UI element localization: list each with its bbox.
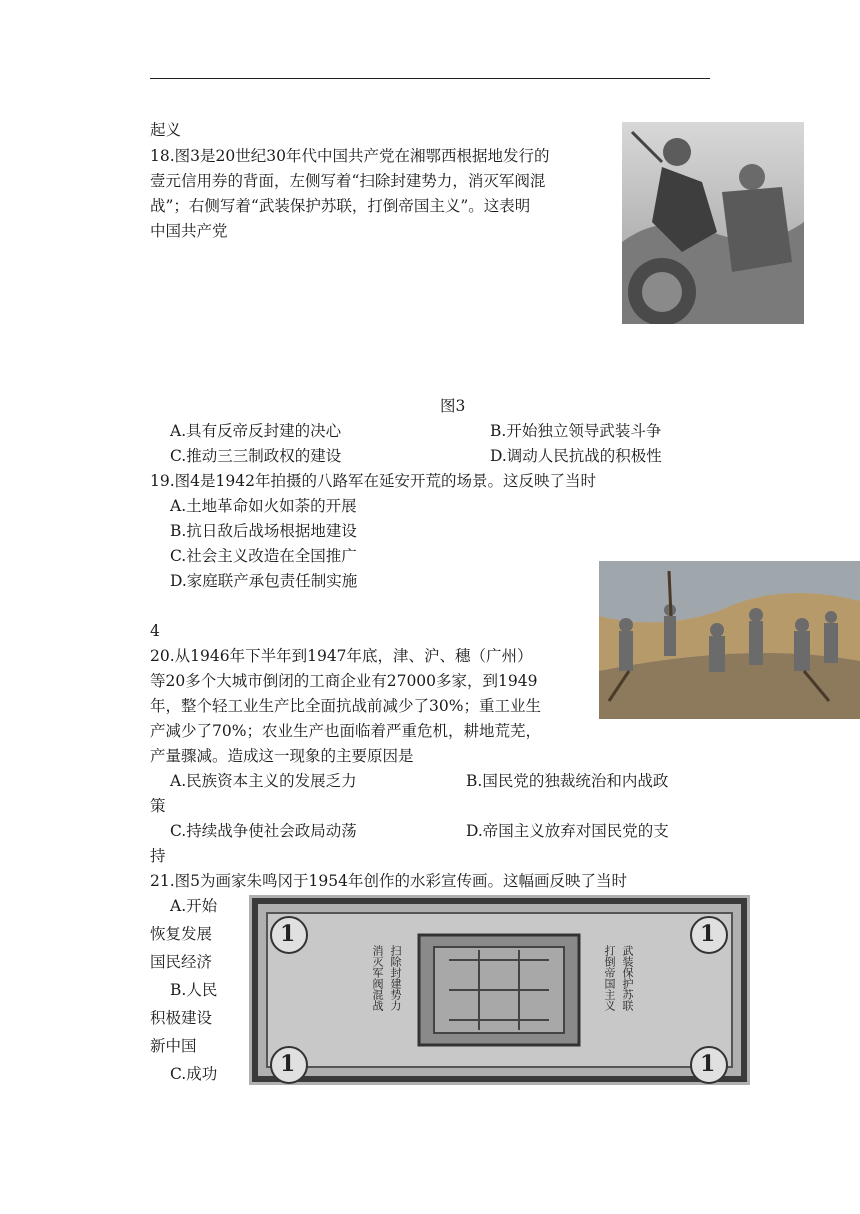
figure-4-image <box>599 561 860 719</box>
q18-option-d: D.调动人民抗战的积极性 <box>490 447 662 465</box>
banknote-image <box>249 895 750 1085</box>
q18-option-c: C.推动三三制政权的建设 <box>170 447 342 465</box>
question-20-line-3: 年，整个轻工业生产比全面抗战前减少了30%；重工业生 <box>150 697 541 715</box>
banknote-right-text-1: 武装保护苏联 <box>621 945 634 1011</box>
q21-option-a-2: 恢复发展 <box>150 925 213 943</box>
banknote-left-text-2: 消灭军阀混战 <box>371 945 384 1011</box>
question-19: 19.图4是1942年拍摄的八路军在延安开荒的场景。这反映了当时 <box>150 472 596 490</box>
question-18-line-4: 中国共产党 <box>150 222 228 240</box>
banknote-right-text-2: 打倒帝国主义 <box>603 945 616 1011</box>
question-18-line-2: 壹元信用券的背面，左侧写着“扫除封建势力，消灭军阀混 <box>150 172 546 190</box>
question-20-line-4: 产减少了70%；农业生产也面临着严重危机，耕地荒芜， <box>150 722 541 740</box>
banknote-corner-number-bl: 1 <box>280 1051 296 1077</box>
q20-option-b: B.国民党的独裁统治和内战政 <box>466 772 669 790</box>
q20-option-a: A.民族资本主义的发展乏力 <box>170 772 357 790</box>
figure-4-caption: 4 <box>150 622 160 640</box>
q18-option-a: A.具有反帝反封建的决心 <box>170 422 342 440</box>
q21-option-c-1: C.成功 <box>170 1065 218 1083</box>
figure-3-caption: 图3 <box>440 397 466 415</box>
q21-option-b-2: 积极建设 <box>150 1009 213 1027</box>
header-rule <box>150 78 710 79</box>
q19-option-c: C.社会主义改造在全国推广 <box>170 547 357 565</box>
question-20-line-1: 20.从1946年下半年到1947年底，津、沪、穗（广州） <box>150 647 533 665</box>
banknote-corner-number-br: 1 <box>700 1051 716 1077</box>
q20-option-b-wrap: 策 <box>150 797 166 815</box>
q21-option-b-3: 新中国 <box>150 1037 197 1055</box>
banknote-left-text-1: 扫除封建势力 <box>389 945 402 1011</box>
q18-option-b: B.开始独立领导武装斗争 <box>490 422 662 440</box>
q20-option-c: C.持续战争使社会政局动荡 <box>170 822 357 840</box>
figure-3-image <box>622 122 804 324</box>
q21-option-a-1: A.开始 <box>170 897 218 915</box>
continuation-text: 起义 <box>150 121 182 139</box>
q19-option-d: D.家庭联产承包责任制实施 <box>170 572 358 590</box>
question-18-line-3: 战”；右侧写着“武装保护苏联，打倒帝国主义”。这表明 <box>150 197 531 215</box>
question-18-line-1: 18.图3是20世纪30年代中国共产党在湘鄂西根据地发行的 <box>150 147 550 165</box>
q21-option-a-3: 国民经济 <box>150 953 213 971</box>
q19-option-b: B.抗日敌后战场根据地建设 <box>170 522 357 540</box>
q21-option-b-1: B.人民 <box>170 981 218 999</box>
question-20-line-5: 产量骤减。造成这一现象的主要原因是 <box>150 747 414 765</box>
banknote-corner-number-tl: 1 <box>280 921 296 947</box>
question-21: 21.图5为画家朱鸣冈于1954年创作的水彩宣传画。这幅画反映了当时 <box>150 872 627 890</box>
question-20-line-2: 等20多个大城市倒闭的工商企业有27000多家，到1949 <box>150 672 538 690</box>
q20-option-d-wrap: 持 <box>150 847 166 865</box>
q19-option-a: A.土地革命如火如荼的开展 <box>170 497 357 515</box>
banknote-corner-number-tr: 1 <box>700 921 716 947</box>
q20-option-d: D.帝国主义放弃对国民党的支 <box>466 822 669 840</box>
